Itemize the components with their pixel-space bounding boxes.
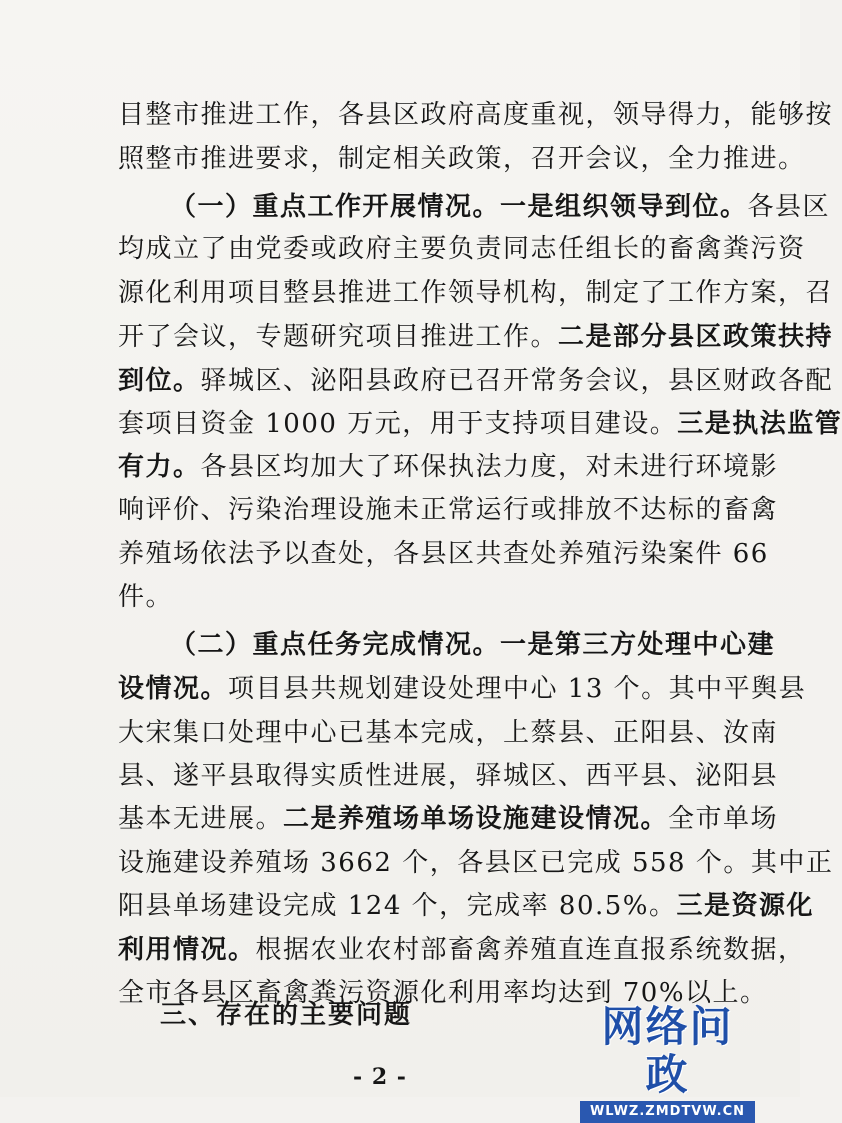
text-line bbox=[118, 407, 842, 441]
text-line bbox=[118, 98, 834, 132]
watermark-title: 网络问政 bbox=[601, 1002, 734, 1099]
text-segment: 件。 bbox=[118, 582, 174, 612]
bold-phrase: 设情况。 bbox=[118, 674, 229, 704]
text-line bbox=[118, 142, 806, 176]
page-number: - 2 - bbox=[353, 1064, 407, 1090]
text-line bbox=[118, 672, 807, 706]
text-line bbox=[118, 933, 806, 967]
text-line bbox=[118, 232, 806, 266]
text-line bbox=[118, 628, 776, 662]
watermark-logo bbox=[580, 1003, 755, 1123]
text-segment: 根据农业农村部畜禽养殖直连直报系统数据， bbox=[255, 935, 806, 965]
text-line bbox=[118, 320, 834, 354]
text-segment: 开了会议，专题研究项目推进工作。 bbox=[118, 322, 559, 352]
text-line bbox=[118, 276, 834, 310]
text-line bbox=[118, 759, 779, 793]
text-segment: 全市单场 bbox=[668, 804, 779, 834]
text-segment: 源化利用项目整县推进工作领导机构，制定了工作方案，召 bbox=[118, 278, 834, 308]
bold-phrase: （一）重点工作开展情况。一是组织领导到位。 bbox=[170, 192, 748, 222]
text-line bbox=[118, 493, 779, 527]
bold-phrase: 利用情况。 bbox=[118, 935, 256, 965]
text-segment: 均成立了由党委或政府主要负责同志任组长的畜禽粪污资 bbox=[118, 234, 806, 264]
text-segment: 项目县共规划建设处理中心 13 个。其中平舆县 bbox=[228, 674, 807, 704]
text-segment: 大宋集口处理中心已基本完成，上蔡县、正阳县、汝南 bbox=[118, 718, 779, 748]
text-segment: 套项目资金 1000 万元，用于支持项目建设。 bbox=[118, 409, 678, 439]
text-segment: 设施建设养殖场 3662 个，各县区已完成 558 个。其中正 bbox=[118, 848, 834, 878]
text-segment: 阳县单场建设完成 124 个，完成率 80.5%。 bbox=[118, 891, 677, 921]
text-segment: 县、遂平县取得实质性进展，驿城区、西平县、泌阳县 bbox=[118, 761, 779, 791]
bold-phrase: 二是部分县区政策扶持 bbox=[558, 322, 834, 352]
text-segment: 响评价、污染治理设施未正常运行或排放不达标的畜禽 bbox=[118, 495, 779, 525]
text-segment: 各县区均加大了环保执法力度，对未进行环境影 bbox=[200, 452, 779, 482]
text-line bbox=[118, 889, 815, 923]
text-line bbox=[118, 716, 779, 750]
text-line bbox=[118, 802, 779, 836]
bold-phrase: （二）重点任务完成情况。一是第三方处理中心建 bbox=[170, 630, 776, 660]
bold-phrase: 二是养殖场单场设施建设情况。 bbox=[283, 804, 669, 834]
text-segment: 目整市推进工作，各县区政府高度重视，领导得力，能够按 bbox=[118, 100, 834, 130]
text-line bbox=[118, 580, 698, 614]
watermark-url: WLWZ.ZMDTVW.CN bbox=[580, 1101, 755, 1123]
text-line bbox=[118, 364, 834, 398]
text-line bbox=[118, 846, 834, 880]
bold-phrase: 三是资源化 bbox=[676, 891, 815, 921]
text-segment: 全市各县区畜禽粪污资源化利用率均达到 70%以上。 bbox=[118, 978, 768, 1008]
text-segment: 驿城区、泌阳县政府已召开常务会议，县区财政各配 bbox=[200, 366, 834, 396]
text-segment: 照整市推进要求，制定相关政策，召开会议，全力推进。 bbox=[118, 144, 806, 174]
bold-phrase: 有力。 bbox=[118, 452, 201, 482]
text-segment: 养殖场依法予以查处，各县区共查处养殖污染案件 66 bbox=[118, 539, 769, 569]
section-heading: 三、存在的主要问题 bbox=[160, 1000, 413, 1030]
text-line bbox=[118, 537, 769, 571]
text-segment: 各县区 bbox=[747, 192, 831, 222]
text-segment: 基本无进展。 bbox=[118, 804, 284, 834]
text-line bbox=[118, 190, 831, 224]
bold-phrase: 三是执法监管 bbox=[677, 409, 842, 439]
text-line bbox=[118, 450, 779, 484]
bold-phrase: 到位。 bbox=[118, 366, 201, 396]
